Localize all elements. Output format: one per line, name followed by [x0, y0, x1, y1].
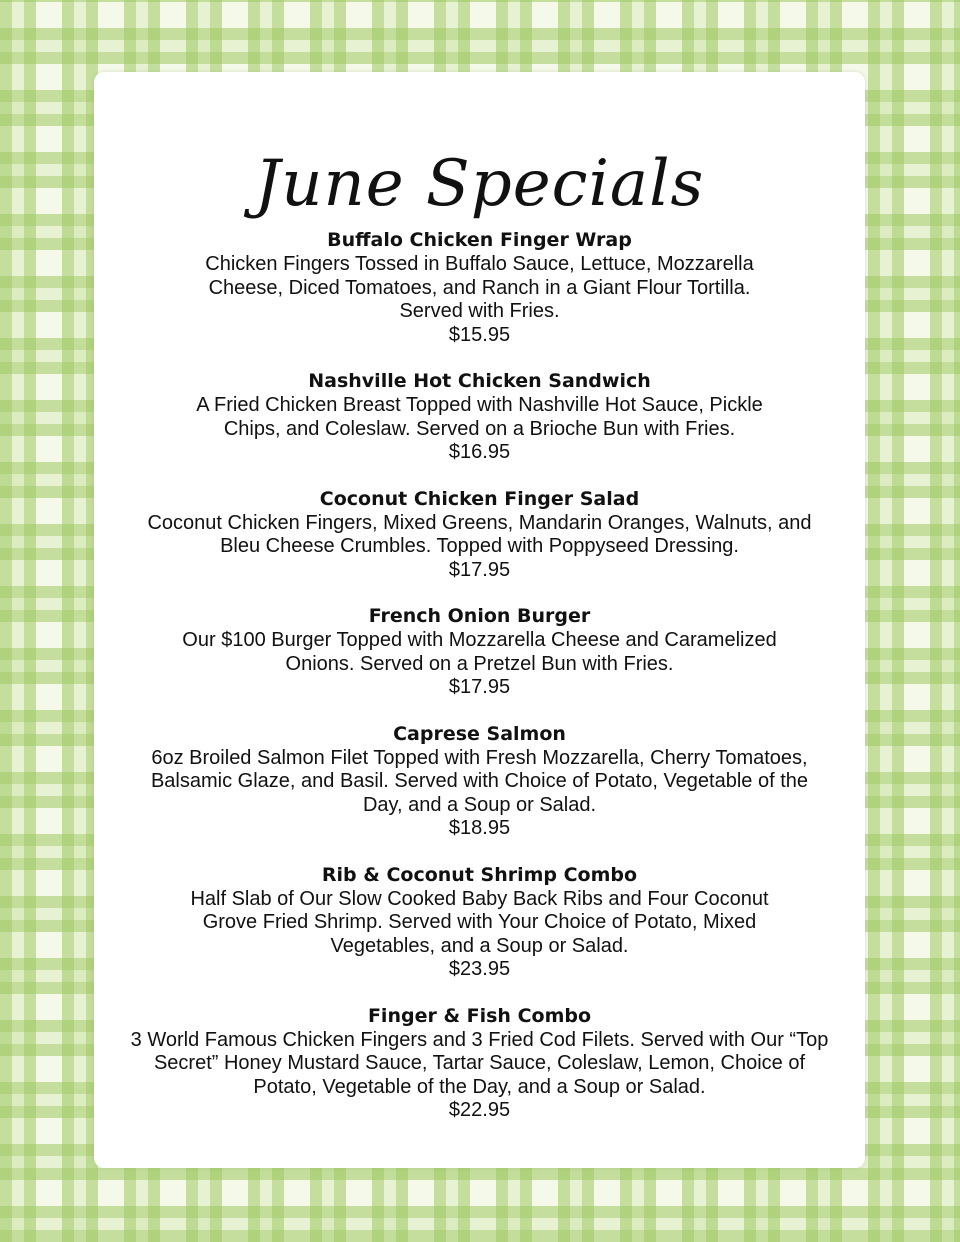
menu-title: June Specials	[254, 147, 705, 221]
item-price: $18.95	[448, 817, 511, 839]
item-name: Finger & Fish Combo	[367, 1004, 592, 1027]
item-name: Caprese Salmon	[393, 722, 566, 745]
item-price: $16.95	[448, 441, 511, 463]
menu-item	[94, 1004, 865, 1123]
item-price: $17.95	[448, 676, 511, 698]
menu-item	[94, 369, 865, 465]
item-price: $22.95	[448, 1099, 511, 1121]
item-description: Our $100 Burger Topped with Mozzarella Cheese and Caramelized Onions. Served on a Pretzel Bun with Fries.	[182, 629, 777, 675]
menu-item	[94, 487, 865, 583]
menu-panel	[94, 72, 865, 1168]
item-name: Buffalo Chicken Finger Wrap	[327, 229, 632, 251]
item-name: Nashville Hot Chicken Sandwich	[308, 370, 651, 392]
item-price: $17.95	[448, 558, 511, 581]
item-description: A Fried Chicken Breast Topped with Nashville Hot Sauce, Pickle Chips, and Coleslaw. Served on a Brioche Bun with Fries.	[196, 394, 763, 440]
menu-item	[94, 604, 865, 700]
item-description: Chicken Fingers Tossed in Buffalo Sauce, Lettuce, Mozzarella Cheese, Diced Tomatoes, and Ranch in a Giant Flour Tortilla. Served with Fries.	[205, 253, 754, 322]
item-price: $23.95	[448, 958, 511, 980]
item-description: 6oz Broiled Salmon Filet Topped with Fresh Mozzarella, Cherry Tomatoes, Balsamic Glaze, and Basil. Served with Choice of Potato, Vegetable of the Day, and a Soup or Salad.	[150, 746, 809, 816]
item-name: Coconut Chicken Finger Salad	[319, 487, 640, 510]
item-name: Rib & Coconut Shrimp Combo	[321, 863, 638, 886]
menu-item	[94, 228, 865, 347]
menu-items-list	[94, 228, 865, 1145]
menu-item	[94, 863, 865, 982]
item-price: $15.95	[448, 323, 511, 346]
item-name: French Onion Burger	[368, 605, 591, 627]
item-description: 3 World Famous Chicken Fingers and 3 Fried Cod Filets. Served with Our “Top Secret” Honey Mustard Sauce, Tartar Sauce, Coleslaw, Lemon, Choice of Potato, Vegetable of the Day, and a Soup or Salad.	[130, 1028, 829, 1098]
item-description: Half Slab of Our Slow Cooked Baby Back Ribs and Four Coconut Grove Fried Shrimp. Served with Your Choice of Potato, Mixed Vegetables, and a Soup or Salad.	[190, 887, 769, 957]
menu-item	[94, 722, 865, 841]
item-description: Coconut Chicken Fingers, Mixed Greens, Mandarin Oranges, Walnuts, and Bleu Cheese Crumbles. Topped with Poppyseed Dressing.	[147, 511, 812, 557]
